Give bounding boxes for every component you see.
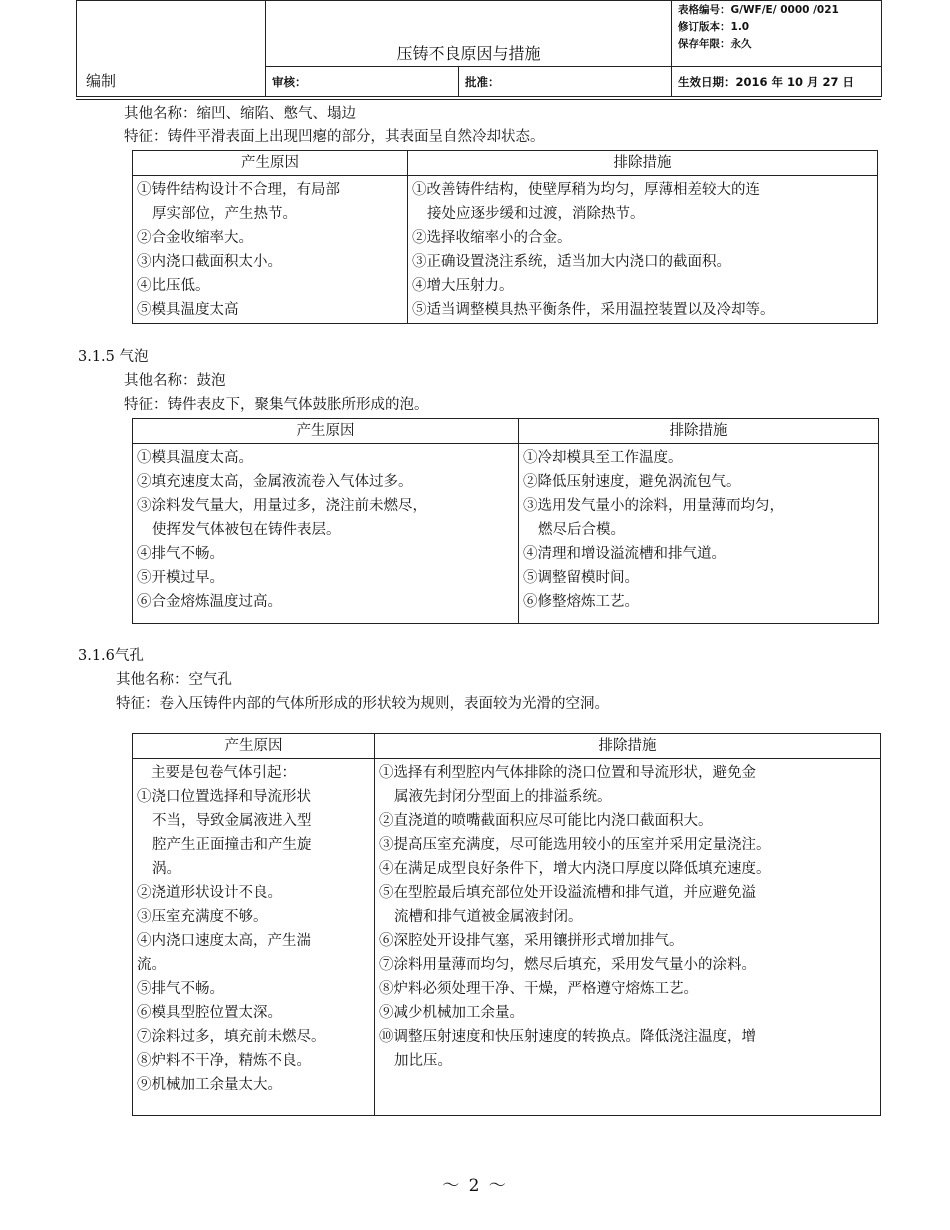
s1-feature: 特征：铸件平滑表面上出现凹瘪的部分，其表面呈自然冷却状态。: [124, 129, 545, 145]
form-number: 表格编号：G/WF/E/ 0000 /021: [678, 4, 839, 16]
s2-col-measure: 排除措施: [519, 419, 879, 444]
s1-measure-line: ③正确设置浇注系统，适当加大内浇口的截面积。: [412, 254, 731, 270]
s3-other-names: 其他名称：空气孔: [116, 672, 232, 688]
s3-measure-line: 加比压。: [394, 1053, 452, 1069]
s1-causes-cell: [133, 176, 408, 324]
document-header: [76, 0, 882, 97]
s3-heading: 3.1.6气孔: [78, 648, 144, 664]
s3-measure-line: ④在满足成型良好条件下，增大内浇口厚度以降低填充速度。: [379, 861, 771, 877]
s3-cause-line: ③压室充满度不够。: [137, 909, 268, 925]
s1-cause-line: ⑤模具温度太高: [137, 302, 239, 318]
s1-col-measure: 排除措施: [408, 151, 878, 176]
s2-cause-line: ⑤开模过早。: [137, 570, 224, 586]
s2-measure-line: ③选用发气量小的涂料，用量薄而均匀，: [523, 498, 784, 514]
s3-measure-line: ⑦涂料用量薄而均匀，燃尽后填充，采用发气量小的涂料。: [379, 957, 756, 973]
s1-cause-line: ②合金收缩率大。: [137, 230, 253, 246]
s1-cause-line: 厚实部位，产生热节。: [152, 206, 297, 222]
s3-measure-line: 流槽和排气道被金属液封闭。: [394, 909, 583, 925]
retention-period: 保存年限：永久: [678, 38, 752, 50]
s2-cause-line: ④排气不畅。: [137, 546, 224, 562]
s2-measure-line: ②降低压射速度，避免涡流包气。: [523, 474, 741, 490]
header-meta: [672, 1, 882, 67]
s3-feature: 特征：卷入压铸件内部的气体所形成的形状较为规则，表面较为光滑的空洞。: [116, 696, 609, 712]
s1-cause-line: ①铸件结构设计不合理，有局部: [137, 182, 340, 198]
s3-measure-line: ⑩调整压射速度和快压射速度的转换点。降低浇注温度，增: [379, 1029, 756, 1045]
s3-measure-line: ⑤在型腔最后填充部位处开设溢流槽和排气道，并应避免溢: [379, 885, 756, 901]
s2-measure-line: ⑥修整熔炼工艺。: [523, 594, 639, 610]
s3-table: [132, 733, 881, 1116]
s1-measure-line: ⑤适当调整模具热平衡条件，采用温控装置以及冷却等。: [412, 302, 775, 318]
s3-col-cause: 产生原因: [133, 734, 375, 759]
reviewed-by-label: 审核：: [266, 67, 459, 97]
s2-table: [132, 418, 879, 624]
s2-measure-line: ①冷却模具至工作温度。: [523, 450, 683, 466]
s2-cause-line: ②填充速度太高，金属液流卷入气体过多。: [137, 474, 413, 490]
s2-other-names: 其他名称：鼓泡: [124, 373, 226, 389]
s3-cause-line: ⑥模具型腔位置太深。: [137, 1005, 282, 1021]
header-divider: [76, 99, 881, 100]
s2-col-cause: 产生原因: [133, 419, 519, 444]
s3-measures-cell: [375, 759, 881, 1116]
s3-cause-line: ①浇口位置选择和导流形状: [137, 789, 311, 805]
s1-cause-line: ④比压低。: [137, 278, 210, 294]
page-title: 压铸不良原因与措施: [266, 1, 672, 67]
s2-cause-line: 使挥发气体被包在铸件表层。: [152, 522, 341, 538]
s1-cause-line: ③内浇口截面积太小。: [137, 254, 282, 270]
s3-measure-line: ⑧炉料必须处理干净、干燥，严格遵守熔炼工艺。: [379, 981, 698, 997]
s3-cause-line: 流。: [137, 957, 166, 973]
s3-cause-line: ⑨机械加工余量太大。: [137, 1077, 282, 1093]
s3-cause-line: ⑤排气不畅。: [137, 981, 224, 997]
s3-measure-line: ⑨减少机械加工余量。: [379, 1005, 524, 1021]
compiled-by-label: 编制: [86, 72, 117, 90]
s3-measure-line: ②直浇道的喷嘴截面积应尽可能比内浇口截面积大。: [379, 813, 713, 829]
s3-measure-line: 属液先封闭分型面上的排溢系统。: [394, 789, 612, 805]
s3-cause-line: 不当，导致金属液进入型: [152, 813, 312, 829]
effective-date: 生效日期：2016 年 10 月 27 日: [672, 67, 882, 97]
page-number: ～ 2 ～: [442, 1176, 508, 1196]
s1-measure-line: 接处应逐步缓和过渡，消除热节。: [427, 206, 645, 222]
s3-measure-line: ①选择有利型腔内气体排除的浇口位置和导流形状，避免金: [379, 765, 756, 781]
s3-measure-line: ③提高压室充满度，尽可能选用较小的压室并采用定量浇注。: [379, 837, 771, 853]
s1-measure-line: ②选择收缩率小的合金。: [412, 230, 572, 246]
approved-by-label: 批准：: [459, 67, 672, 97]
s2-cause-line: ③涂料发气量大，用量过多，浇注前未燃尽，: [137, 498, 427, 514]
s2-measure-line: ⑤调整留模时间。: [523, 570, 639, 586]
s3-cause-line: 涡。: [152, 861, 181, 877]
s3-cause-line: ②浇道形状设计不良。: [137, 885, 282, 901]
s1-table: [132, 150, 878, 324]
s2-measures-cell: [519, 444, 879, 624]
s2-feature: 特征：铸件表皮下，聚集气体鼓胀所形成的泡。: [124, 397, 429, 413]
s1-other-names: 其他名称：缩凹、缩陷、憋气、塌边: [124, 106, 356, 122]
s3-causes-cell: [133, 759, 375, 1116]
s1-measure-line: ④增大压射力。: [412, 278, 514, 294]
s2-causes-cell: [133, 444, 519, 624]
s1-col-cause: 产生原因: [133, 151, 408, 176]
s3-cause-line: ⑦涂料过多，填充前未燃尽。: [137, 1029, 326, 1045]
revision-version: 修订版本：1.0: [678, 21, 750, 33]
s3-cause-line: 腔产生正面撞击和产生旋: [152, 837, 312, 853]
s3-measure-line: ⑥深腔处开设排气塞，采用镶拼形式增加排气。: [379, 933, 684, 949]
s3-col-measure: 排除措施: [375, 734, 881, 759]
s2-cause-line: ⑥合金熔炼温度过高。: [137, 594, 282, 610]
s3-cause-line: ④内浇口速度太高，产生湍: [137, 933, 311, 949]
s2-cause-line: ①模具温度太高。: [137, 450, 253, 466]
s3-cause-line: 主要是包卷气体引起：: [151, 765, 296, 781]
s1-measures-cell: [408, 176, 878, 324]
s3-cause-line: ⑧炉料不干净，精炼不良。: [137, 1053, 311, 1069]
s2-measure-line: 燃尽后合模。: [538, 522, 625, 538]
s2-measure-line: ④清理和增设溢流槽和排气道。: [523, 546, 726, 562]
s1-measure-line: ①改善铸件结构，使壁厚稍为均匀，厚薄相差较大的连: [412, 182, 760, 198]
s2-heading: 3.1.5 气泡: [78, 349, 149, 365]
